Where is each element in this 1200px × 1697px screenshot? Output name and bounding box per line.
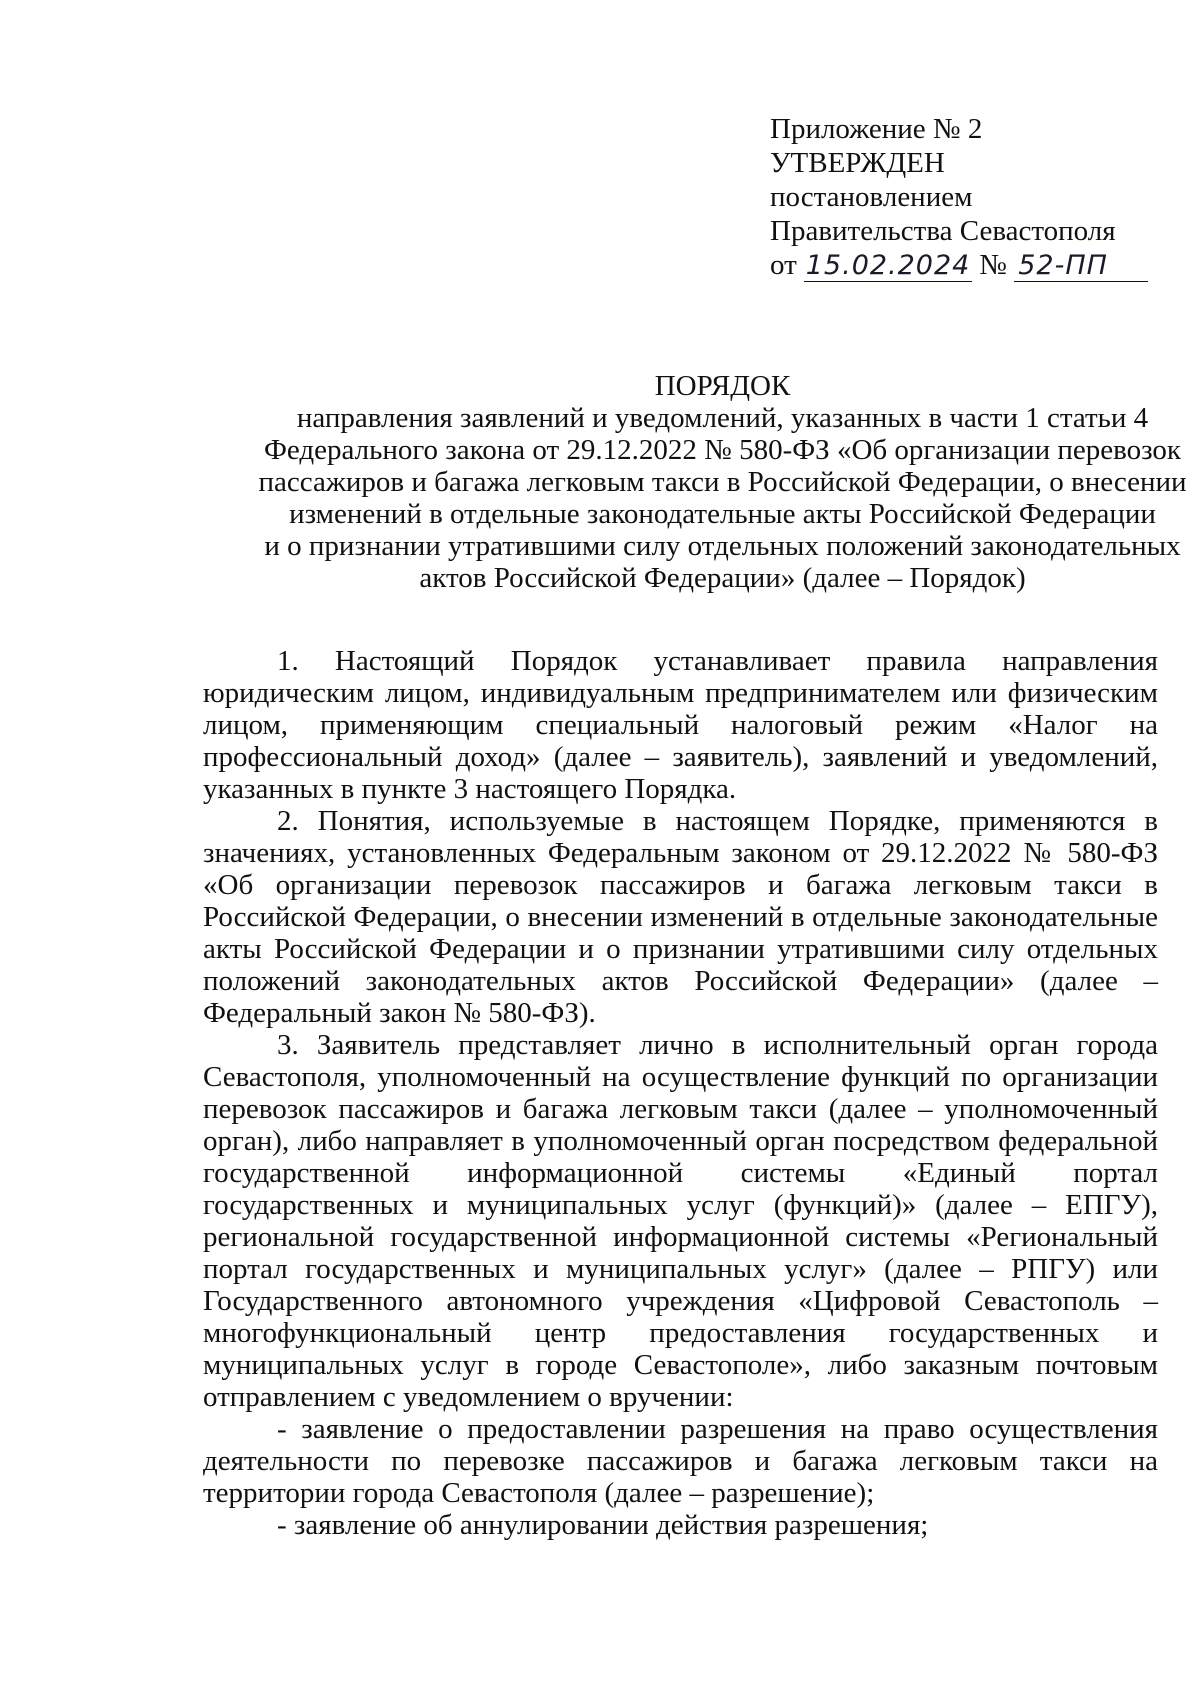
from-label: от (770, 249, 797, 281)
approval-block (770, 112, 1148, 282)
title-line: актов Российской Федерации» (далее – Порядок) (419, 562, 1026, 594)
document-body (203, 645, 1158, 1541)
title-line: Федерального закона от 29.12.2022 № 580-ФЗ «Об организации перевозок (264, 434, 1181, 466)
title-line: и о признании утратившими силу отдельных положений законодательных (264, 530, 1181, 562)
number-label: № (979, 249, 1007, 281)
document-title (200, 370, 1200, 594)
list-item: - заявление о предоставлении разрешения на право осуществления деятельности по перевозке пассажиров и багажа легковым такси на территории города Севастополя (далее – разрешение); (203, 1413, 1158, 1509)
paragraph-2: 2. Понятия, используемые в настоящем Порядке, применяются в значениях, установленных Федеральным законом от 29.12.2022 № 580-ФЗ «Об организации перевозок пассажиров и багажа легковым такси в Российской Федерации, о внесении изменений в отдельные законодательные акты Российской Федерации и о признании утратившими силу отдельных положений законодательных актов Российской Федерации» (далее – Федеральный закон № 580-ФЗ). (203, 805, 1158, 1029)
title-line: изменений в отдельные законодательные акты Российской Федерации (289, 498, 1156, 530)
list-item: - заявление об аннулировании действия разрешения; (277, 1509, 929, 1541)
handwritten-date: 15.02.2024 (805, 250, 971, 281)
paragraph-1: 1. Настоящий Порядок устанавливает правила направления юридическим лицом, индивидуальным предпринимателем или физическим лицом, применяющим специальный налоговый режим «Налог на профессиональный доход» (далее – заявитель), заявлений и уведомлений, указанных в пункте 3 настоящего Порядка. (203, 645, 1158, 805)
title-line: направления заявлений и уведомлений, указанных в части 1 статьи 4 (296, 402, 1149, 434)
paragraph-3: 3. Заявитель представляет лично в исполнительный орган города Севастополя, уполномоченный на осуществление функций по организации перевозок пассажиров и багажа легковым такси (далее – уполномоченный орган), либо направляет в уполномоченный орган посредством федеральной государственной информационной системы «Единый портал государственных и муниципальных услуг (функций)» (далее – ЕПГУ), региональной государственной информационной системы «Региональный портал государственных и муниципальных услуг» (далее – РПГУ) или Государственного автономного учреждения «Цифровой Севастополь – многофункциональный центр предоставления государственных и муниципальных услуг в городе Севастополе», либо заказным почтовым отправлением с уведомлением о вручении: (203, 1029, 1158, 1413)
appendix-number: Приложение № 2 (770, 113, 983, 145)
decree-label: постановлением (770, 181, 973, 213)
date-number-line (770, 248, 1148, 282)
title-main: ПОРЯДОК (654, 370, 791, 402)
handwritten-number: 52-ПП (1014, 251, 1148, 282)
government-label: Правительства Севастополя (770, 215, 1116, 247)
title-line: пассажиров и багажа легковым такси в Российской Федерации, о внесении (258, 466, 1187, 498)
approved-stamp-text: УТВЕРЖДЕН (770, 147, 945, 179)
